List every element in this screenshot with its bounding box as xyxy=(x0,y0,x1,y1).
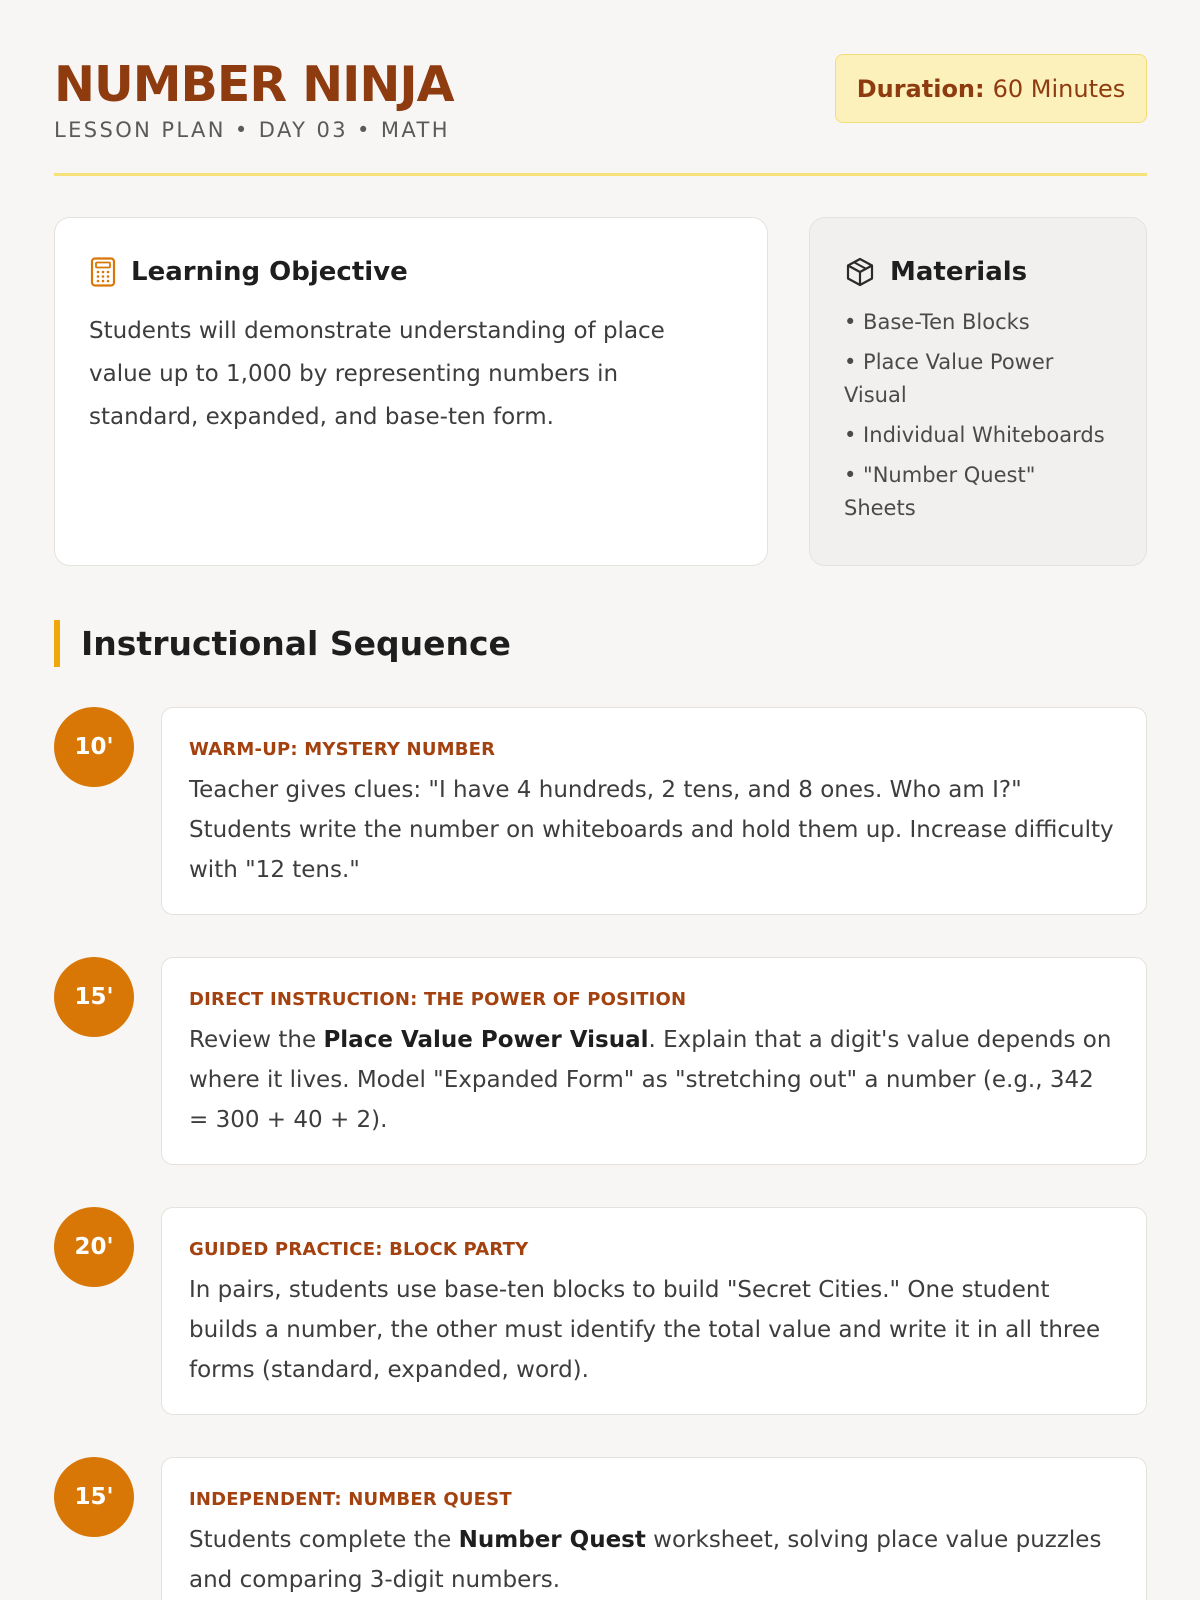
time-badge: 20' xyxy=(54,1207,134,1287)
sequence-step xyxy=(54,1207,1147,1415)
calculator-icon xyxy=(89,257,117,287)
page-title: NUMBER NINJA xyxy=(54,56,454,113)
step-text-bold: Number Quest xyxy=(458,1527,646,1553)
step-label: DIRECT INSTRUCTION: THE POWER OF POSITION xyxy=(189,989,687,1010)
step-card xyxy=(161,1207,1147,1415)
step-text xyxy=(189,1020,1119,1140)
step-label: WARM-UP: MYSTERY NUMBER xyxy=(189,739,496,760)
materials-list xyxy=(844,306,1112,525)
duration-label: Duration: xyxy=(856,74,985,103)
list-item: • Place Value Power Visual xyxy=(844,350,1054,407)
section-heading: Instructional Sequence xyxy=(54,620,511,667)
box-icon xyxy=(844,256,876,288)
list-item: • Base-Ten Blocks xyxy=(844,310,1030,334)
step-label: INDEPENDENT: NUMBER QUEST xyxy=(189,1489,512,1510)
materials-card xyxy=(809,217,1147,566)
step-card xyxy=(161,957,1147,1165)
step-card xyxy=(161,1457,1147,1600)
materials-title: Materials xyxy=(890,257,1028,287)
step-text-before: Review the xyxy=(189,1027,324,1053)
step-text-main: Teacher gives clues: "I have 4 hundreds, 2 tens, and 8 ones. Who am I?" Students write the number on whiteboards and hold them up. Increase difficulty with "12 tens." xyxy=(189,777,1114,883)
step-text-after: . Explain that a digit's value depends on where it lives. Model "Expanded Form" as "stretching out" a number (e.g., 342 = 300 + 40 + 2). xyxy=(189,1027,1112,1133)
step-label: GUIDED PRACTICE: BLOCK PARTY xyxy=(189,1239,529,1260)
step-text-before: Students complete the xyxy=(189,1527,459,1553)
header xyxy=(54,0,1147,176)
time-badge: 15' xyxy=(54,1457,134,1537)
sequence-step xyxy=(54,707,1147,915)
list-item: • Individual Whiteboards xyxy=(844,423,1105,447)
step-text xyxy=(189,1520,1119,1600)
step-text-main: In pairs, students use base-ten blocks to build "Secret Cities." One student builds a number, the other must identify the total value and write it in all three forms (standard, expanded, word). xyxy=(189,1277,1101,1383)
step-text xyxy=(189,770,1119,890)
duration-value: 60 Minutes xyxy=(992,74,1126,103)
sequence-step xyxy=(54,1457,1147,1600)
materials-header xyxy=(844,254,1112,290)
sequence-step xyxy=(54,957,1147,1165)
lesson-plan-page xyxy=(54,0,1147,1593)
time-badge: 10' xyxy=(54,707,134,787)
objective-text: Students will demonstrate understanding of place value up to 1,000 by representing numbers in standard, expanded, and base-ten form. xyxy=(89,318,665,430)
step-text xyxy=(189,1270,1119,1390)
time-badge: 15' xyxy=(54,957,134,1037)
step-card xyxy=(161,707,1147,915)
step-text-after: worksheet, solving place value puzzles and comparing 3-digit numbers. xyxy=(189,1527,1102,1593)
objective-header xyxy=(89,254,733,290)
objective-title: Learning Objective xyxy=(131,257,408,287)
step-text-bold: Place Value Power Visual xyxy=(323,1027,649,1053)
page-subtitle: LESSON PLAN • DAY 03 • MATH xyxy=(54,118,450,142)
list-item: • "Number Quest" Sheets xyxy=(844,463,1036,520)
learning-objective-card xyxy=(54,217,768,566)
duration-badge xyxy=(835,54,1147,123)
